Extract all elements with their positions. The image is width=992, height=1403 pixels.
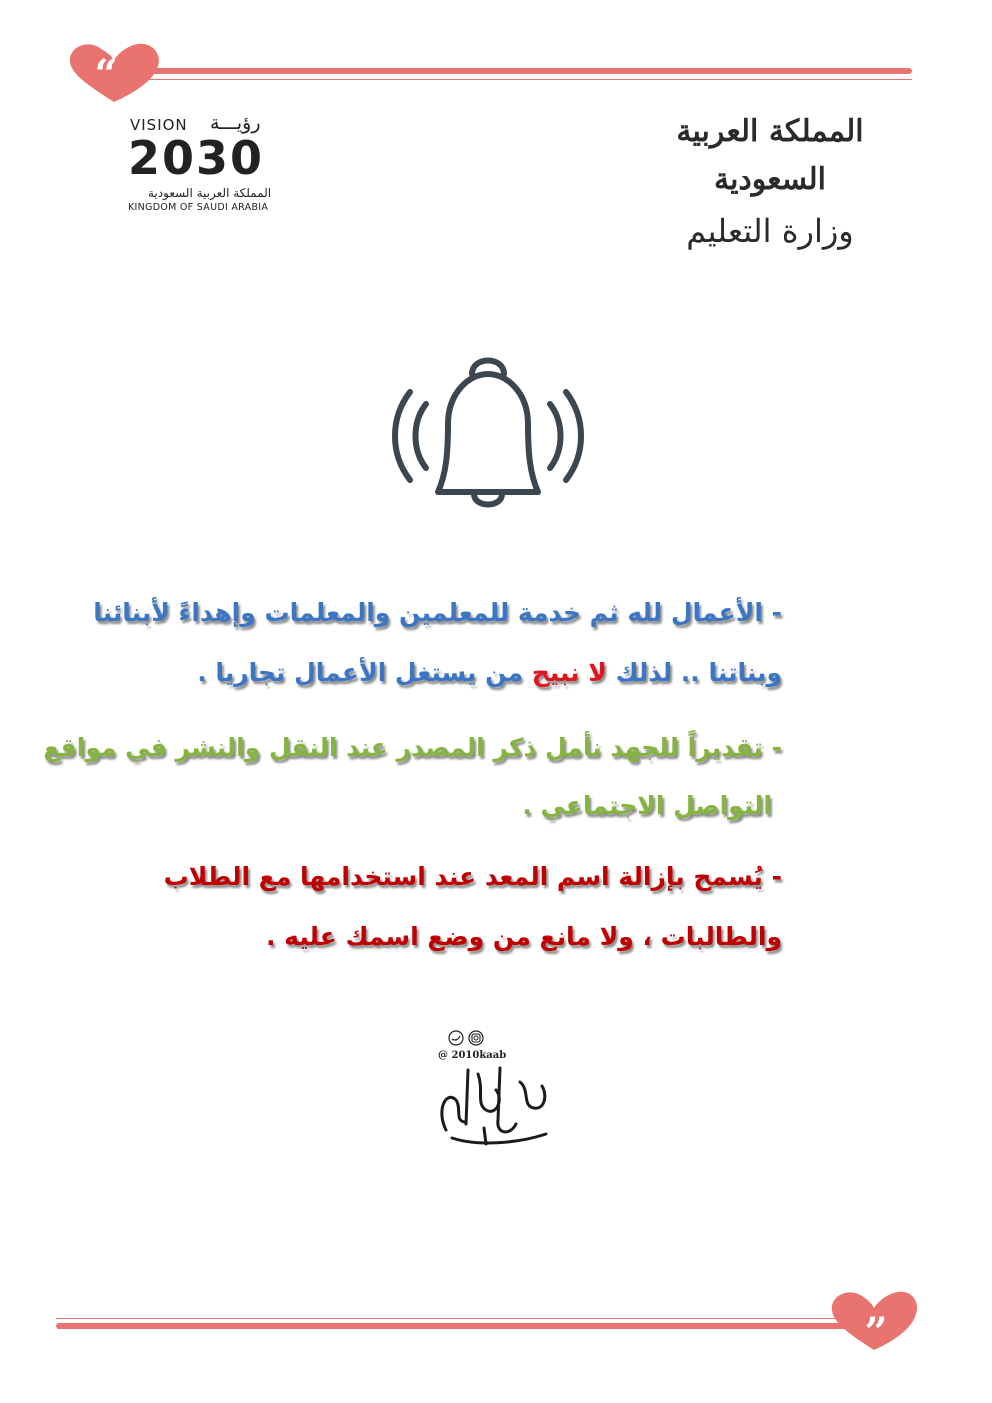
calligraphy-signature — [426, 1060, 566, 1150]
para1-line2-b: من يستغل الأعمال تجاريا . — [197, 658, 532, 687]
vision-country-ar: المملكة العربية السعودية — [148, 186, 272, 200]
vision-country-en: KINGDOM OF SAUDI ARABIA — [128, 202, 269, 213]
twitter-icon — [449, 1031, 463, 1045]
para1-line2-a: وبناتنا .. لذلك — [606, 658, 782, 687]
bell-icon — [388, 344, 588, 514]
top-heart-icon — [66, 40, 162, 106]
top-divider-line — [120, 79, 912, 80]
instagram-icon — [469, 1031, 483, 1045]
social-handle: @ 2010kaab — [438, 1050, 507, 1061]
bottom-divider-line — [56, 1318, 848, 1319]
para1-line2 — [197, 658, 782, 687]
ministry-name: وزارة التعليم — [686, 212, 854, 250]
vision-word-ar: رؤيـــة — [210, 112, 261, 134]
quote-close: ” — [864, 1309, 888, 1354]
vision-2030-logo — [128, 112, 288, 218]
bottom-divider-bar — [56, 1323, 848, 1329]
ministry-country: المملكة العربية السعودية — [676, 114, 864, 197]
para1-line1: - الأعمال لله ثم خدمة للمعلمين والمعلمات وإهداءً لأبنائنا — [93, 598, 782, 627]
vision-year: 2030 — [128, 131, 265, 185]
bottom-heart-icon — [828, 1290, 920, 1354]
quote-open: “ — [94, 51, 118, 98]
para3-line2: والطالبات ، ولا مانع من وضع اسمك عليه . — [265, 922, 782, 951]
vision-word: VISION — [130, 116, 188, 134]
para1-line2-highlight: لا نبيح — [531, 658, 607, 687]
para2-line1: - تقديراً للجهد نأمل ذكر المصدر عند النقل والنشر في مواقع — [43, 733, 782, 762]
para2-line2: التواصل الاجتماعي . — [522, 791, 772, 820]
ministry-logo — [640, 108, 900, 250]
top-divider-bar — [120, 68, 912, 74]
para3-line1: - يُسمح بإزالة اسم المعد عند استخدامها مع الطلاب — [163, 862, 782, 891]
